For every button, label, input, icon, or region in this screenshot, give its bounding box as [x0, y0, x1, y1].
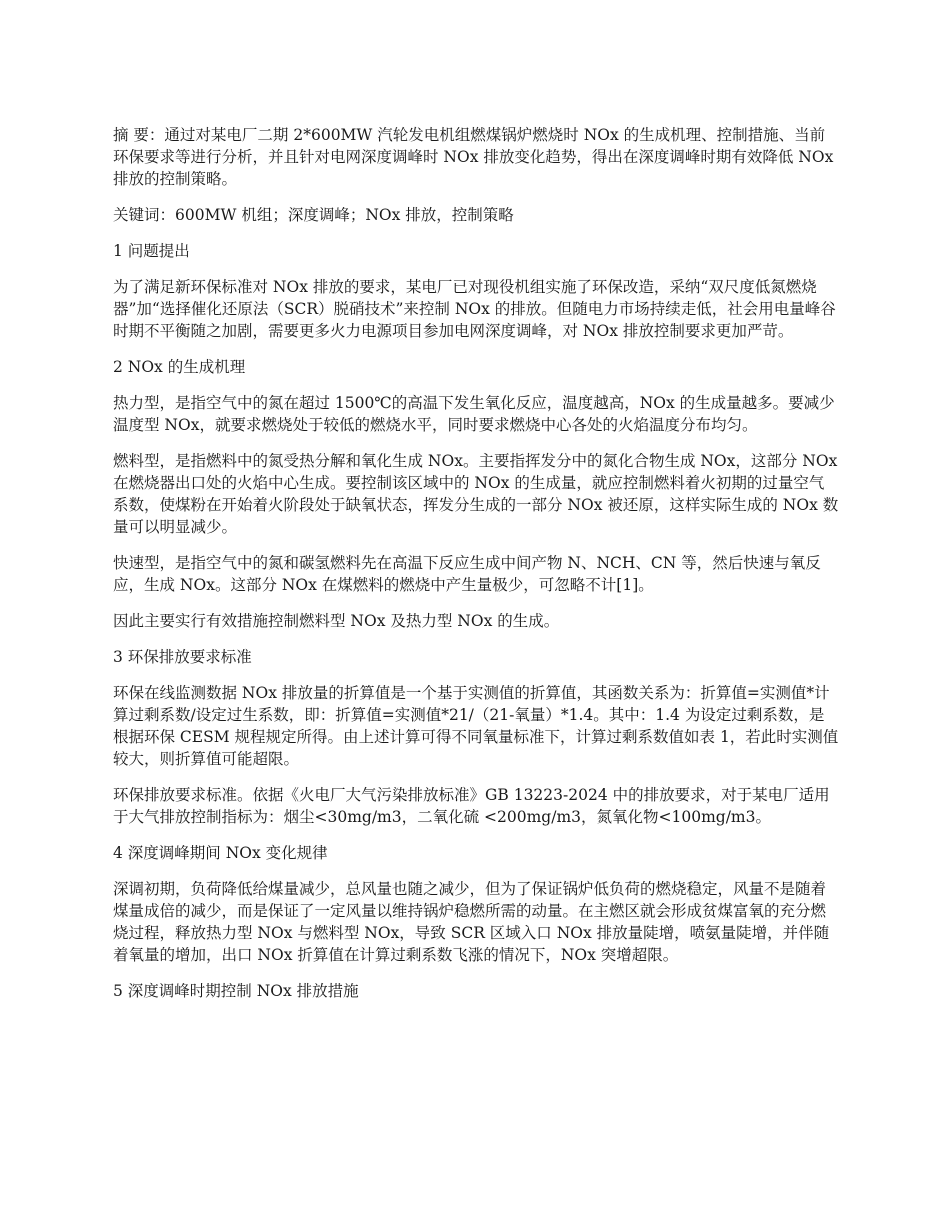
section-heading-1: 1 问题提出	[113, 242, 190, 260]
section-3-paragraph-1: 环保在线监测数据 NOx 排放量的折算值是一个基于实测值的折算值，其函数关系为：折算值=实测值*计算过剩系数/设定过生系数，即：折算值=实测值*21/（21-氧量）*1.4。其中：1.4 为设定过剩系数，是根据环保 CESM 规程规定所得。由上述计算可得不同氧量标准下，计算过剩系数值如表 1，若此时实测值较大，则折算值可能超限。	[113, 684, 839, 768]
section-heading-3: 3 环保排放要求标准	[113, 648, 252, 666]
section-2-paragraph-2: 燃料型，是指燃料中的氮受热分解和氧化生成 NOx。主要指挥发分中的氮化合物生成 NOx，这部分 NOx 在燃烧器出口处的火焰中心生成。要控制该区域中的 NOx 的生成量，就应控制燃料着火初期的过量空气系数，使煤粉在开始着火阶段处于缺氧状态，挥发分生成的一部分 NOx 被还原，这样实际生成的 NOx 数量可以明显减少。	[113, 452, 839, 536]
section-4-paragraph-1: 深调初期，负荷降低给煤量减少，总风量也随之减少，但为了保证锅炉低负荷的燃烧稳定，风量不是随着煤量成倍的减少，而是保证了一定风量以维持锅炉稳燃所需的动量。在主燃区就会形成贫煤富氧的充分燃烧过程，释放热力型 NOx 与燃料型 NOx，导致 SCR 区域入口 NOx 排放量陡增，喷氨量陡增，并伴随着氧量的增加，出口 NOx 折算值在计算过剩系数飞涨的情况下，NOx 突增超限。	[113, 880, 830, 964]
section-heading-4: 4 深度调峰期间 NOx 变化规律	[113, 844, 328, 862]
keywords: 关键词：600MW 机组；深度调峰；NOx 排放，控制策略	[113, 206, 514, 224]
section-2-paragraph-4: 因此主要实行有效措施控制燃料型 NOx 及热力型 NOx 的生成。	[113, 612, 560, 630]
section-2-paragraph-1: 热力型，是指空气中的氮在超过 1500℃的高温下发生氧化反应，温度越高，NOx 的生成量越多。要减少温度型 NOx，就要求燃烧处于较低的燃烧水平，同时要求燃烧中心各处的火焰温度分布均匀。	[113, 394, 835, 434]
document-page	[113, 124, 839, 1016]
section-heading-2: 2 NOx 的生成机理	[113, 358, 246, 376]
section-heading-5: 5 深度调峰时期控制 NOx 排放措施	[113, 982, 359, 1000]
section-1-paragraph-1: 为了满足新环保标准对 NOx 排放的要求，某电厂已对现役机组实施了环保改造，采纳“双尺度低氮燃烧器”加“选择催化还原法（SCR）脱硝技术”来控制 NOx 的排放。但随电力市场持续走低，社会用电量峰谷时期不平衡随之加剧，需要更多火力电源项目参加电网深度调峰，对 NOx 排放控制要求更加严苛。	[113, 278, 836, 340]
section-3-paragraph-2: 环保排放要求标准。依据《火电厂大气污染排放标准》GB 13223-2024 中的排放要求，对于某电厂适用于大气排放控制指标为：烟尘<30mg/m3，二氧化硫 <200mg/m3，氮氧化物<100mg/m3。	[113, 786, 830, 826]
section-2-paragraph-3: 快速型，是指空气中的氮和碳氢燃料先在高温下反应生成中间产物 N、NCH、CN 等，然后快速与氧反应，生成 NOx。这部分 NOx 在煤燃料的燃烧中产生量极少，可忽略不计[1]。	[113, 554, 821, 594]
abstract: 摘 要：通过对某电厂二期 2*600MW 汽轮发电机组燃煤锅炉燃烧时 NOx 的生成机理、控制措施、当前环保要求等进行分析，并且针对电网深度调峰时 NOx 排放变化趋势，得出在深度调峰时期有效降低 NOx 排放的控制策略。	[113, 126, 834, 188]
